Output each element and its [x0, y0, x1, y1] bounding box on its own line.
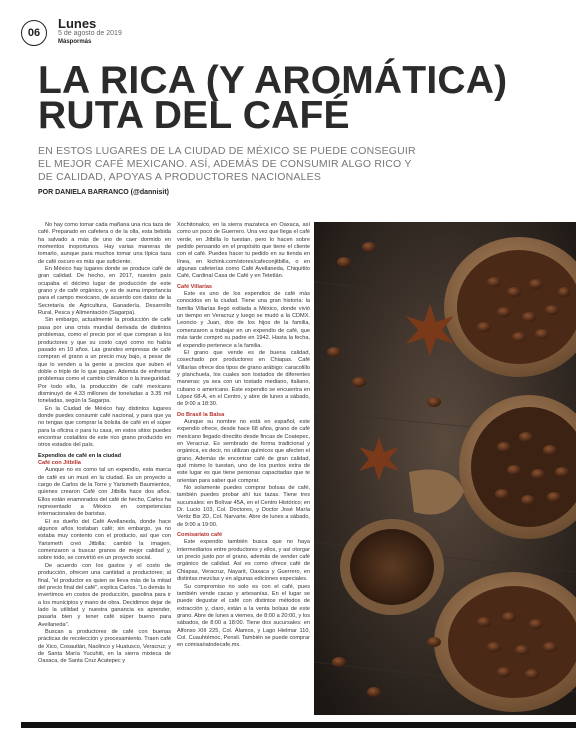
coffee-photo-illustration: [314, 222, 576, 715]
paragraph: Xochitonalco, en la sierra mazateca en Oaxaca, así como un poco de Guerrero. Una vez que llega el café verde, en Jitbilla lo tuestan, pero lo hacen sobre pedido pensando en el propósito que tiene el cliente con el café. Puedes hacer tu pedido en su tienda en línea, en kichink.com/stores/cafeconjitbilla, o en algunas cafeterías como Café Avellaneda, Chiquitito Café, Cardinal Casa de Café y en Tetetlán.: [177, 222, 310, 280]
section-title: Expendios de café en la ciudad: [38, 452, 121, 459]
column-2: [177, 222, 310, 650]
paragraph: En la Ciudad de México hay distintos lugares donde puedes consumir café nacional, y para que ya no tengas que comprar la bolsita de café en el súper para la oficina o para tu casa, en estos sitios puedes encontrar costalitos de este rico grano producido en otros estados del país.: [38, 405, 171, 449]
byline: POR DANIELA BARRANCO (@dannisit): [38, 189, 170, 196]
paragraph: Este expendio también busca que no haya intermediarios entre productores y ellos, y así otorgar un precio justo por el grano, además de vender café orgánico de calidad. Así es como ofrece café de Chiapas, Veracruz, Nayarit, Oaxaca y Guerrero, en distintas mezclas y en algunas ediciones especiales.: [177, 539, 310, 583]
paragraph: No hay como tomar cada mañana una rica taza de café. Preparado en cafetera o de la olla, esta bebida ha salvado a más de uno de caer dormido en momentos inoportunos. Hay varias maneras de tomarlo, aunque para muchos tomar una típica taza de café oscuro es más que suficiente.: [38, 222, 171, 265]
subheading-comisariato: Comisariato café: [177, 532, 223, 539]
paragraph: Sin embargo, actualmente la producción de café pasa por una crisis mundial derivada de distintos problemas, como el precio por el que compran a los productores y que su costo cayó como no había pasado en 10 años. Las grandes empresas de café compran el grano a un precio muy bajo, a pesar de que lo venden a la gente a precios que suben el doble o triple de lo que pagan. Además de enfrentar problemas como el cambio climático o la inseguridad. Por todo ello, la producción de café mexicano disminuyó de 4.33 millones de toneladas a 3.35 mil toneladas, según la Sagarpa.: [38, 317, 171, 405]
paragraph: Aunque su nombre no está en español, este expendio ofrece, desde hace 68 años, grano de café mexicano llegado directito desde fincas de Coatepec, en Veracruz. Es sembrado de forma tradicional y orgánica, es decir, no utilizan químicos que afecten el grano. Además de encontrar café de gran calidad, qué mismo lo tuestan, uno de los puntos extra de este lugar es que tiene personas capacitadas que te orientan para saber qué comprar.: [177, 418, 310, 484]
title-line-2: RUTA DEL CAFÉ: [38, 94, 350, 137]
paragraph: Buscan a productores de café con buenas prácticas de recolección y procesamiento. Traen café de Xico, Cosautlán, Naolinco y Huatusco, Veracruz; y de Santa María Yucuhiti, en la sierra mixteca de Oaxaca, de Santa Cruz Acatepec y: [38, 628, 171, 665]
paragraph: El grano que vende es de buena calidad, cosechado por productores en Chiapas. Café Villarías ofrece dos tipos de grano arábigo: caracolillo y planchuela, los cuales son tostados de diferentes maneras: ya sea con un tostado mediano, italiano, cubano o americano. Este expendio se encuentra en López 68-A, en el Centro, y abre de lunes a sábado, de 9:00 a 18:30.: [177, 349, 310, 408]
bottom-bar: [21, 722, 576, 728]
paragraph: De acuerdo con los gastos y el costo de producción, ofrecen una cantidad a productores; al final, "el productor es quien se lleva más de la mitad del precio final del café", explica Carlos. "Lo demás lo invertimos en costos de producción, gasolina para ir a los municipios y mano de obra. Decidimos dejar de lado la utilidad y nuestra ganancia es aprender, pasarla bien y tener café súper bueno para Avellaneda".: [38, 562, 172, 628]
column-1: [38, 222, 171, 666]
page-number: 06: [21, 20, 47, 46]
subheading-do-brasil: Do Brasil la Balsa: [177, 411, 225, 418]
subheading-villarias: Café Villarías: [177, 283, 213, 290]
paragraph: Su compromiso no solo es con el café, pues también vende cacao y artesanías. En el lugar se puede degustar el café con distintos métodos de extracción y, claro, están a la venta bolsas de este grano. Abre de lunes a viernes, de 8:00 a 20:00, y los sábados, de 8:00 a 18:00. Tiene dos sucursales: en Alfonso XIII 225, Col. Álamos, y Lago Hielmar 110, Col. Cuauhtémoc, Pensil. También se puede comprar en comisariatodecafe.mx.: [177, 583, 310, 649]
header-brand: Máspormás: [58, 39, 92, 45]
coffee-photo: [314, 222, 576, 715]
paragraph: En México hay lugares donde se produce café de gran calidad. De hecho, en 2017, nuestro país ocupaba el décimo lugar de producción de este grano y de café orgánico, y es de suma importancia para el campo mexicano, de acuerdo con datos de la Secretaría de Agricultura, Ganadería, Desarrollo Rural, Pesca y Alimentación (Sagarpa).: [38, 266, 171, 317]
paragraph: No solamente puedes comprar bolsas de café, también puedes probar ahí tus tazas. Tiene tres sucursales: en Bolívar 45A, en el Centro Histórico; en Dr. Lucio 103, Col. Doctores, y Doctor José María Vertiz Bis 2D, Col. Narvarte. Abre de lunes a sábado, de 9:00 a 19:00.: [177, 485, 310, 528]
paragraph: Este es uno de los expendios de café más conocidos en la ciudad. Tiene una gran historia: la familia Villarías llegó exiliada a México, donde vivió un tiempo en Veracruz y luego se mudó a la CDMX. Leoncio y Juan, dos de los hijos de la familia, comenzaron a trabajar en un expendio de café, que más tarde compró su padre en 1942. Hasta la fecha, el expendio pertenece a la familia.: [177, 291, 310, 349]
paragraph: El es dueño del Café Avellaneda, donde hace algunos años tostaban café; sin embargo, ya no estaba muy contento con el producto, así que con Yarismeth creó Jitbilla: cambió la imagen, comenzaron a buscar granos de mejor calidad y, sobre todo, se convirtió en un proyecto social.: [38, 518, 171, 562]
title-line-1: LA RICA (Y AROMÁTICA): [38, 59, 508, 102]
paragraph: Aunque no es como tal un expendio, esta marca de café es un must en la ciudad. Es un proyecto a cargo de Carlos de la Torre y Yarismeth Baumientos, quienes crearon Café con Jitbilla hace dos años. Ellos están enamorados del café de hecho, Carlos ha representado a México en competencias internacionales de baristas.: [38, 467, 171, 518]
article-title: [38, 59, 558, 137]
header-day: Lunes: [58, 16, 97, 31]
subheading-jitbilla: Café con Jitbilla: [38, 460, 81, 466]
article-lede: EN ESTOS LUGARES DE LA CIUDAD DE MÉXICO SE PUEDE CONSEGUIR EL MEJOR CAFÉ MEXICANO. ASÍ, ADEMÁS DE CONSUMIR ALGO RICO Y DE CALIDAD, APOYAS A PRODUCTORES NACIONALES: [38, 145, 416, 183]
header-date: 5 de agosto de 2019: [58, 30, 122, 37]
